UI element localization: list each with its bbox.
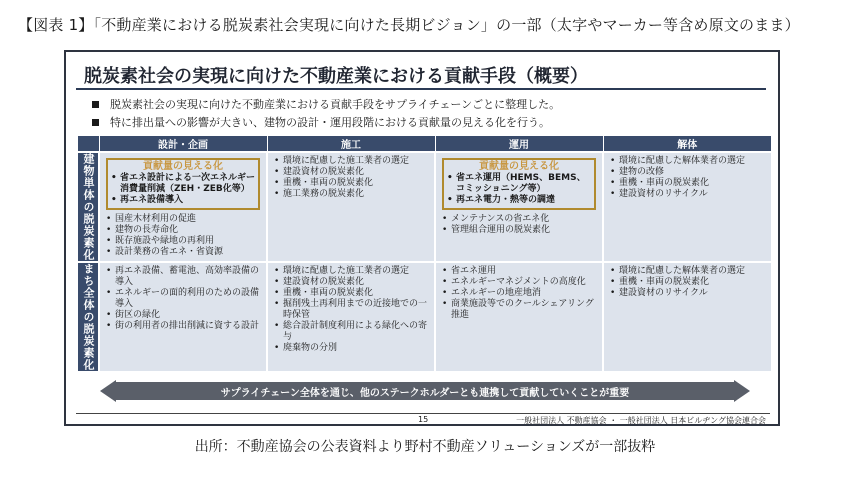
list-item: • 再エネ設備導入 xyxy=(111,195,255,206)
highlight-list xyxy=(447,173,591,206)
row-header-label: まち全体の脱炭素化 xyxy=(82,263,95,371)
row-header xyxy=(77,152,99,262)
cell-list xyxy=(610,266,765,299)
list-item: • 再エネ電力・熱等の調達 xyxy=(447,195,591,206)
list-item: • 環境に配慮した解体業者の選定 xyxy=(610,266,765,277)
list-item: • 建設資材のリサイクル xyxy=(610,189,765,200)
highlight-title: 貢献量の見える化 xyxy=(143,161,223,172)
table-cell xyxy=(435,152,603,262)
summary-bullets xyxy=(92,96,560,132)
list-item: • 廃棄物の分別 xyxy=(274,343,428,354)
list-item: • 建物の改修 xyxy=(610,167,765,178)
list-item: • 重機・車両の脱炭素化 xyxy=(274,288,428,299)
visualization-highlight-box xyxy=(442,158,596,210)
footer-divider xyxy=(76,413,770,414)
list-item: • 管理組合運用の脱炭素化 xyxy=(442,225,596,236)
list-item: • 再エネ設備、蓄電池、高効率設備の導入 xyxy=(106,266,260,288)
table-cell xyxy=(267,152,435,262)
summary-bullet: 特に排出量への影響が大きい、建物の設計・運用段階における貢献量の見える化を行う。 xyxy=(92,114,560,132)
cell-list xyxy=(442,214,596,236)
cell-list xyxy=(610,156,765,200)
list-item: • 環境に配慮した施工業者の選定 xyxy=(274,156,428,167)
table-header-row xyxy=(77,136,771,152)
cell-list xyxy=(106,214,260,258)
source-note: 出所：不動産協会の公表資料より野村不動産ソリューションズが一部抜粋 xyxy=(194,439,656,455)
table-row xyxy=(77,262,771,371)
list-item: • 施工業務の脱炭素化 xyxy=(274,189,428,200)
list-item: • 建設資材の脱炭素化 xyxy=(274,167,428,178)
table-cell xyxy=(435,262,603,371)
table-cell xyxy=(603,262,771,371)
list-item: • エネルギーマネジメントの高度化 xyxy=(442,277,596,288)
list-item: • 街区の緑化 xyxy=(106,310,260,321)
list-item: • 重機・車両の脱炭素化 xyxy=(610,277,765,288)
contribution-table xyxy=(76,136,771,371)
row-header-label: 建物単体の脱炭素化 xyxy=(82,153,95,261)
table-cell xyxy=(99,262,267,371)
column-header: 施工 xyxy=(267,136,435,152)
figure-caption: 【図表 1】「不動産業における脱炭素社会実現に向けた長期ビジョン」の一部（太字やマーカー等含め原文のまま） xyxy=(18,16,800,34)
slide-image xyxy=(64,50,780,426)
slide-title: 脱炭素社会の実現に向けた不動産業における貢献手段（概要） xyxy=(84,66,588,87)
list-item: • 環境に配慮した解体業者の選定 xyxy=(610,156,765,167)
table-cell xyxy=(99,152,267,262)
list-item: • 建設資材のリサイクル xyxy=(610,288,765,299)
cell-list xyxy=(274,266,428,354)
cell-list xyxy=(442,266,596,321)
list-item: • 街の利用者の排出削減に資する設計 xyxy=(106,321,260,332)
supply-chain-arrow xyxy=(100,380,750,402)
list-item: • 省エネ設計による一次エネルギー消費量削減（ZEH・ZEB化等） xyxy=(111,173,255,195)
column-header: 解体 xyxy=(603,136,771,152)
cell-list xyxy=(274,156,428,200)
list-item: • 環境に配慮した施工業者の選定 xyxy=(274,266,428,277)
column-header: 設計・企画 xyxy=(99,136,267,152)
footer-organization: 一般社団法人 不動産協会 ・ 一般社団法人 日本ビルヂング協会連合会 xyxy=(516,416,766,425)
cell-list xyxy=(106,266,260,332)
list-item: • 建物の長寿命化 xyxy=(106,225,260,236)
list-item: • 商業施設等でのクールシェアリング推進 xyxy=(442,299,596,321)
summary-bullet: 脱炭素社会の実現に向けた不動産業における貢献手段をサプライチェーンごとに整理した。 xyxy=(92,96,560,114)
row-header xyxy=(77,262,99,371)
table-cell xyxy=(267,262,435,371)
list-item: • 掘削残土再利用までの近接地での一時保管 xyxy=(274,299,428,321)
list-item: • 総合設計制度利用による緑化への寄与 xyxy=(274,321,428,343)
list-item: • エネルギーの面的利用のための設備導入 xyxy=(106,288,260,310)
list-item: • エネルギーの地産地消 xyxy=(442,288,596,299)
list-item: • 建設資材の脱炭素化 xyxy=(274,277,428,288)
list-item: • 省エネ運用（HEMS、BEMS、コミッショニング等） xyxy=(447,173,591,195)
table-cell xyxy=(603,152,771,262)
list-item: • 既存施設や緑地の再利用 xyxy=(106,236,260,247)
highlight-title: 貢献量の見える化 xyxy=(479,161,559,172)
table-row xyxy=(77,152,771,262)
list-item: • 重機・車両の脱炭素化 xyxy=(274,178,428,189)
corner-cell xyxy=(77,136,99,152)
visualization-highlight-box xyxy=(106,158,260,210)
list-item: • 重機・車両の脱炭素化 xyxy=(610,178,765,189)
list-item: • 国産木材利用の促進 xyxy=(106,214,260,225)
column-header: 運用 xyxy=(435,136,603,152)
highlight-list xyxy=(111,173,255,206)
page-number: 15 xyxy=(418,415,429,424)
list-item: • 省エネ運用 xyxy=(442,266,596,277)
list-item: • メンテナンスの省エネ化 xyxy=(442,214,596,225)
title-divider xyxy=(76,88,766,90)
list-item: • 設計業務の省エネ・省資源 xyxy=(106,247,260,258)
arrow-text: サプライチェーン全体を通じ、他のステークホルダーとも連携して貢献していくことが重要 xyxy=(220,388,630,399)
